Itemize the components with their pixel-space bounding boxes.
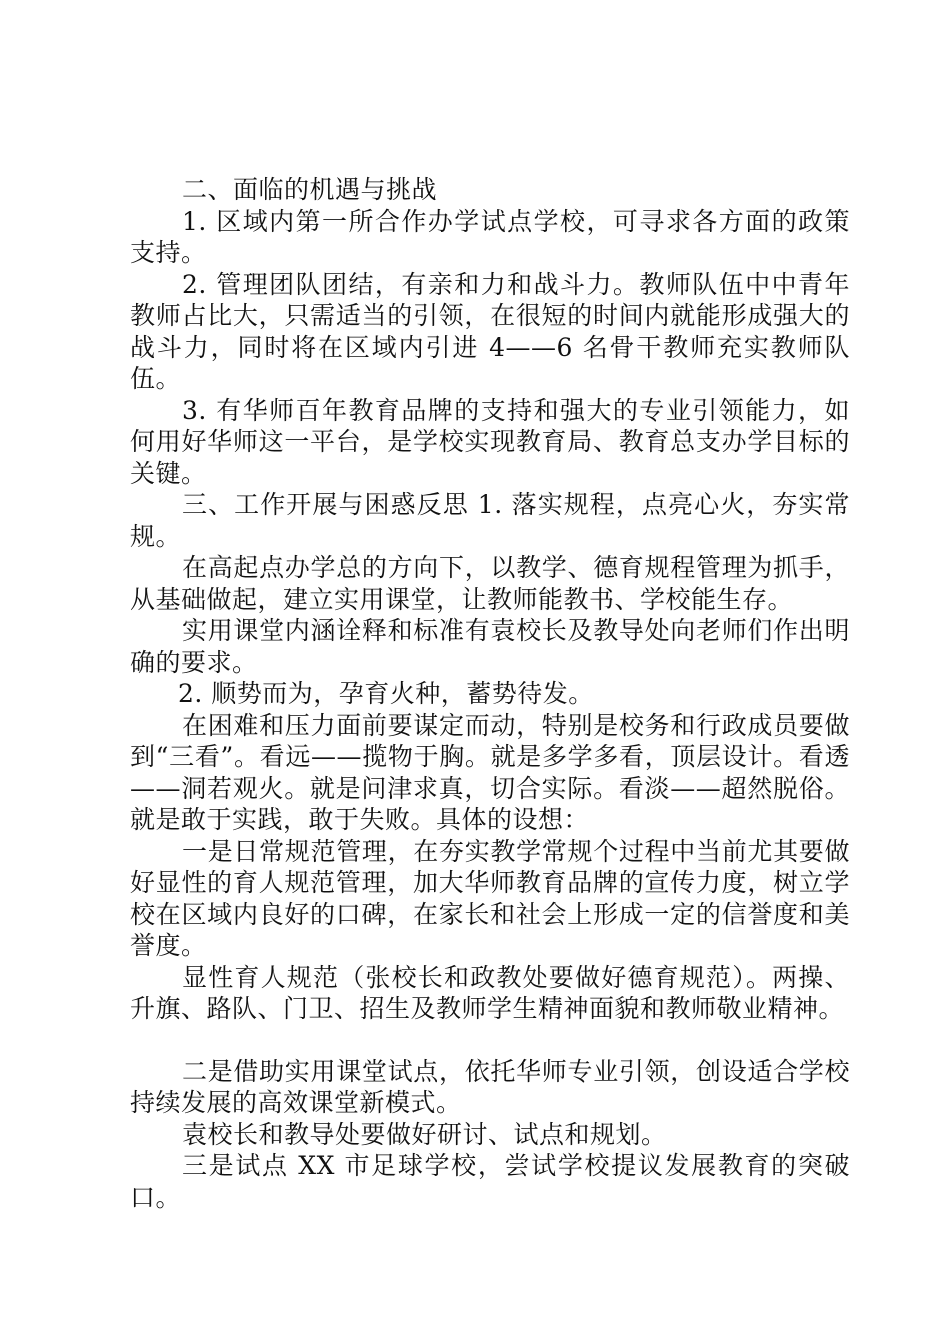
paragraph-high-starting-point: 在高起点办学总的方向下，以教学、德育规程管理为抓手，从基础做起，建立实用课堂，让教师能教书、学校能生存。 (130, 553, 850, 614)
paragraph-three-looks: 在困难和压力面前要谋定而动，特别是校务和行政成员要做到“三看”。看远——揽物于胸。就是多学多看，顶层设计。看透——洞若观火。就是问津求真，切合实际。看淡——超然脱俗。就是敢于实践，敢于失败。具体的设想： (130, 710, 850, 834)
paragraph-huashi-brand: 3. 有华师百年教育品牌的支持和强大的专业引领能力，如何用好华师这一平台，是学校实现教育局、教育总支办学目标的关键。 (130, 395, 850, 488)
paragraph-spacer (130, 1025, 850, 1056)
paragraph-research-planning: 袁校长和教导处要做好研讨、试点和规划。 (182, 1119, 667, 1149)
section-heading-work-reflection: 三、工作开展与困惑反思 1. 落实规程，点亮心火，夯实常规。 (130, 490, 850, 551)
paragraph-football-school: 三是试点 XX 市足球学校，尝试学校提议发展教育的突破口。 (130, 1151, 850, 1212)
section-heading-opportunities: 二、面临的机遇与挑战 (182, 175, 438, 204)
paragraph-management-team: 2. 管理团队团结，有亲和力和战斗力。教师队伍中中青年教师占比大，只需适当的引领，在很短的时间内就能形成强大的战斗力，同时将在区域内引进 4——6 名骨干教师充实教师队伍。 (130, 269, 850, 393)
document-body (130, 174, 850, 1213)
subheading-follow-trend: 2. 顺势而为，孕育火种，蓄势待发。 (178, 679, 594, 708)
paragraph-explicit-norms: 显性育人规范（张校长和政教处要做好德育规范）。两操、升旗、路队、门卫、招生及教师学生精神面貌和教师敬业精神。 (130, 962, 850, 1023)
paragraph-classroom-pilot: 二是借助实用课堂试点，依托华师专业引领，创设适合学校持续发展的高效课堂新模式。 (130, 1056, 850, 1117)
paragraph-daily-management: 一是日常规范管理，在夯实教学常规个过程中当前尤其要做好显性的育人规范管理，加大华师教育品牌的宣传力度，树立学校在区域内良好的口碑，在家长和社会上形成一定的信誉度和美誉度。 (130, 836, 850, 960)
paragraph-policy-support: 1. 区域内第一所合作办学试点学校，可寻求各方面的政策支持。 (130, 206, 850, 267)
paragraph-practical-classroom: 实用课堂内涵诠释和标准有袁校长及教导处向老师们作出明确的要求。 (130, 616, 850, 677)
